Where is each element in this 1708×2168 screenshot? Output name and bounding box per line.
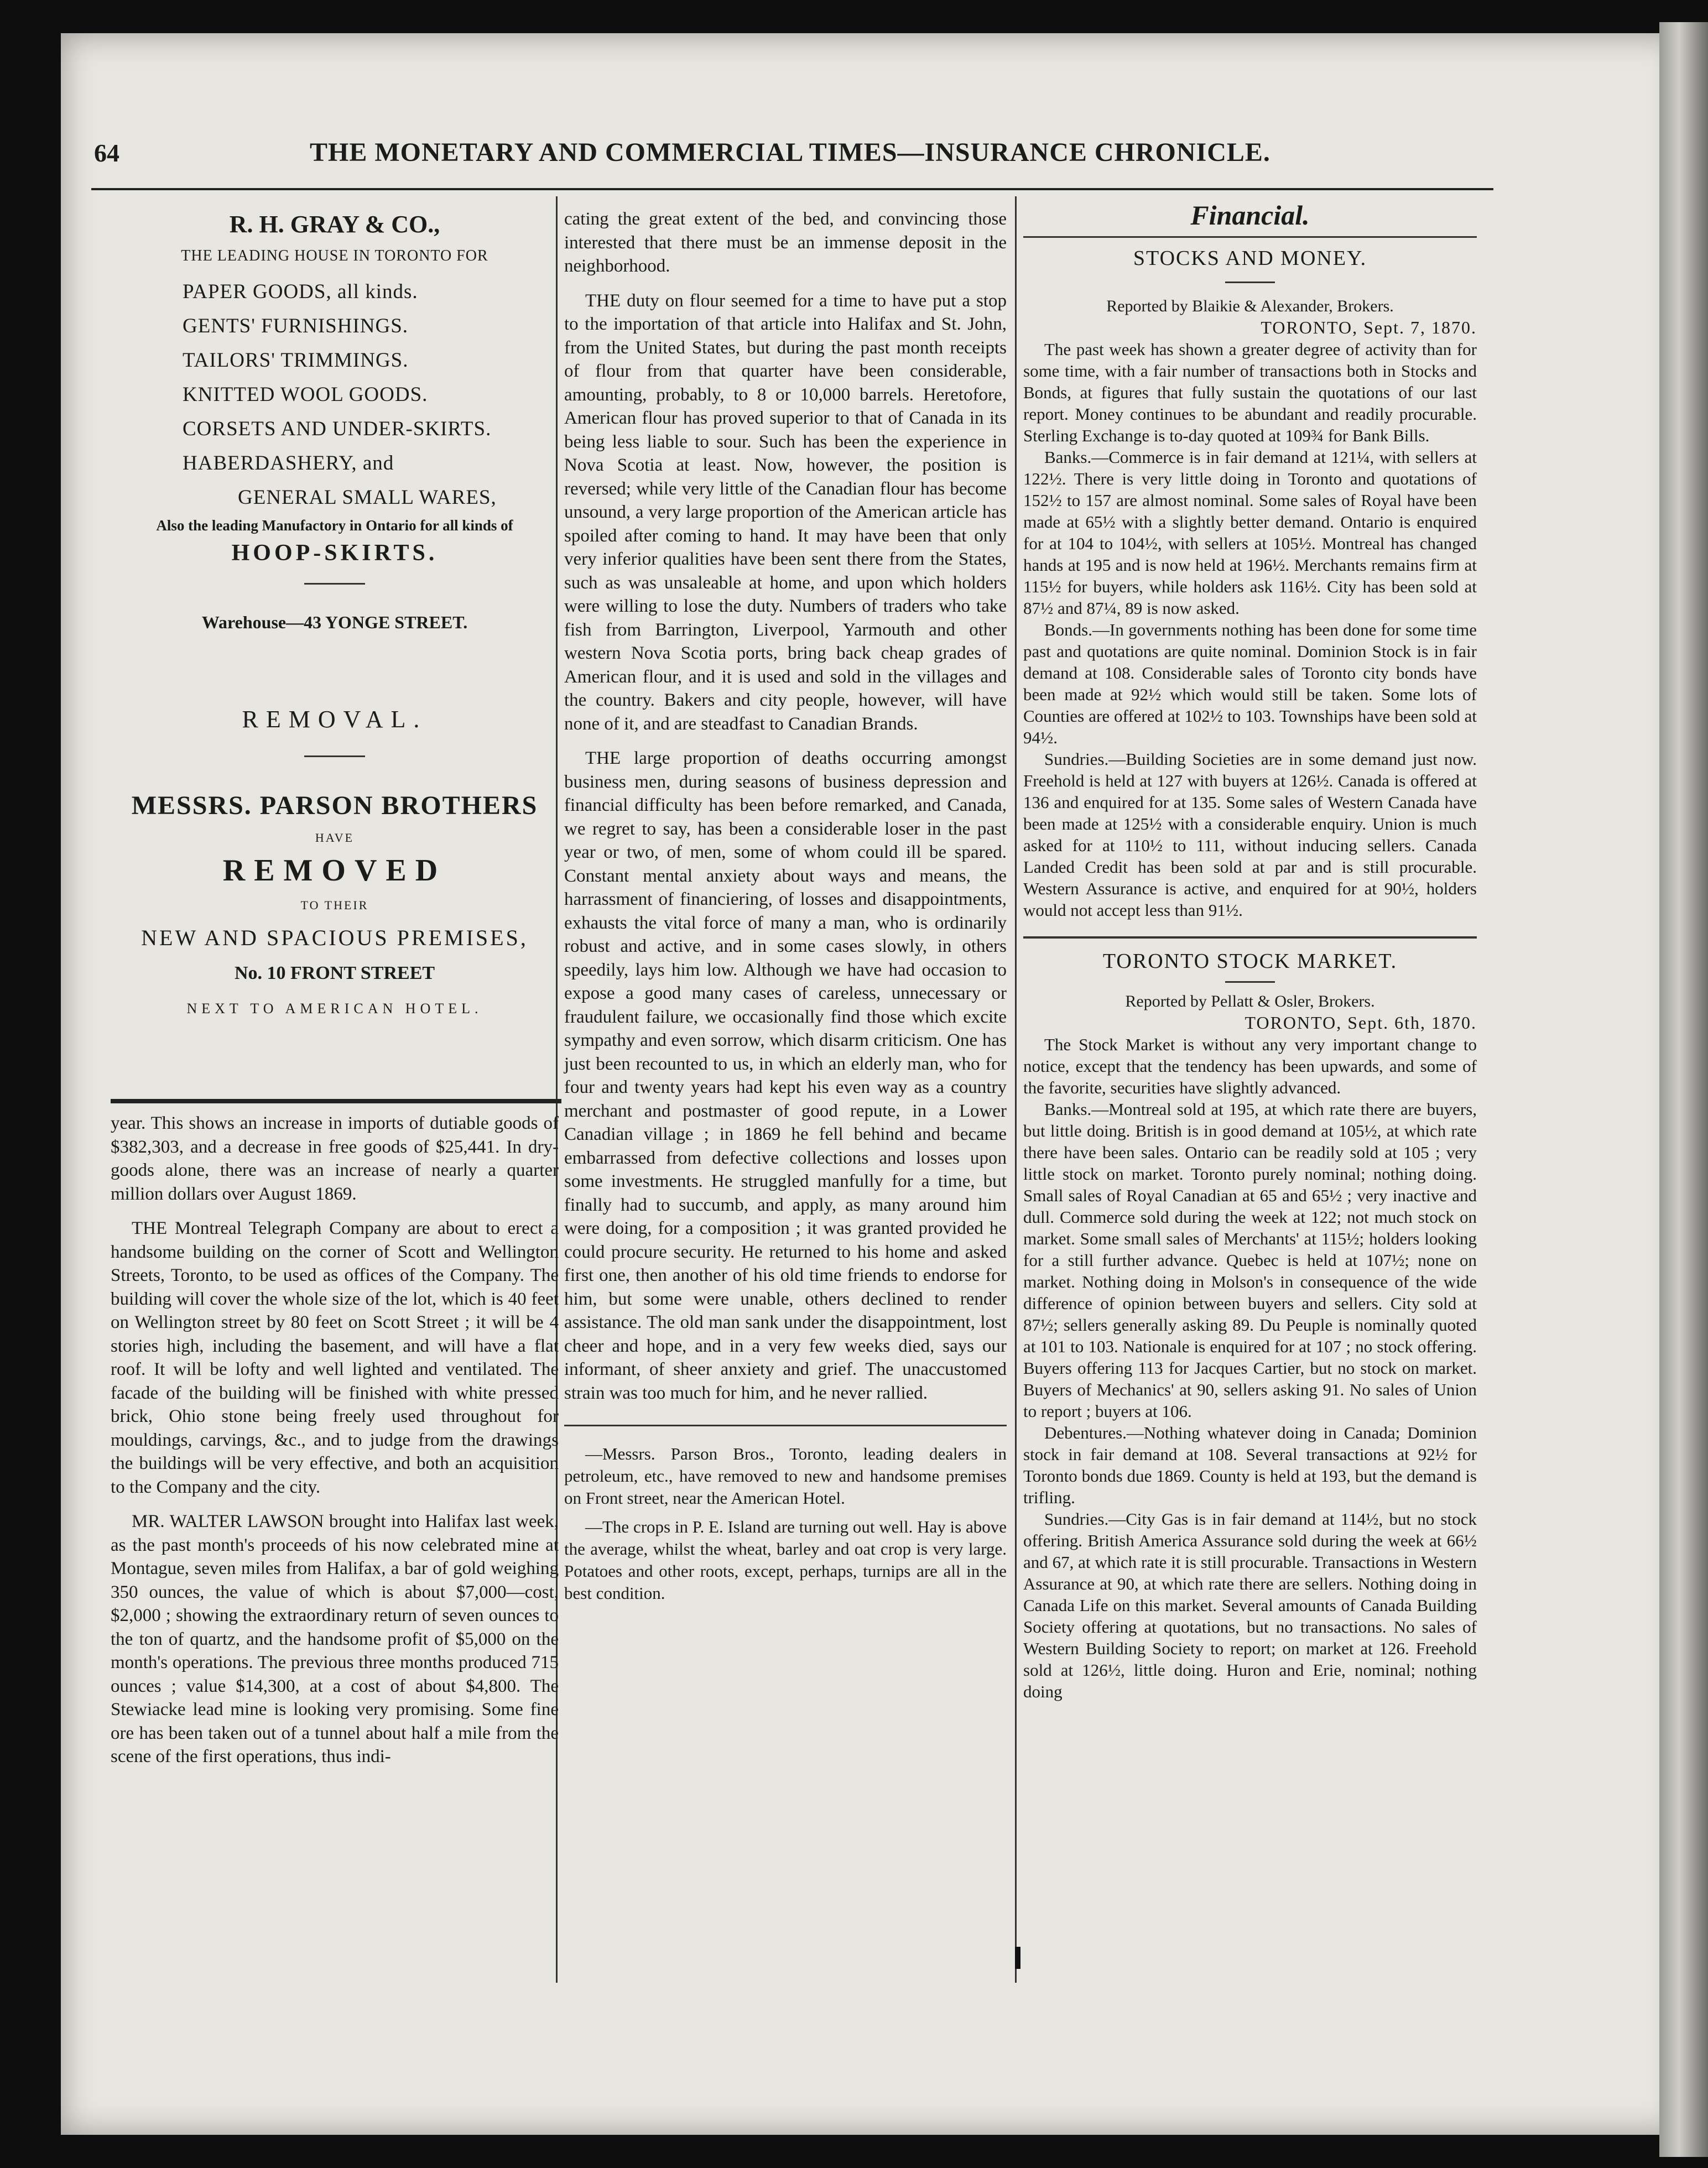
ad-gray-item: KNITTED WOOL GOODS. bbox=[183, 383, 428, 406]
paragraph: cating the great extent of the bed, and convincing those interested that there must be an immense deposit in the neighborhood. bbox=[564, 209, 1007, 276]
column-1-text bbox=[111, 1112, 559, 1769]
news-note: —The crops in P. E. Island are turning out well. Hay is above the average, whilst the wheat, barley and oat crop is very large. Potatoes and other roots, except, perhaps, turnips are all in the best condition. bbox=[564, 1517, 1007, 1603]
page-edge bbox=[1659, 22, 1708, 2157]
financial-heading: Financial. bbox=[1190, 200, 1310, 231]
stock-market-byline: Reported by Pellatt & Osler, Brokers. bbox=[1125, 992, 1375, 1010]
ad-gray-item: HABERDASHERY, and bbox=[183, 452, 394, 475]
ad-gray-item: CORSETS AND UNDER-SKIRTS. bbox=[183, 418, 492, 440]
ad-parson-brothers bbox=[105, 694, 564, 1017]
paragraph: Banks.—Commerce is in fair demand at 121¼, with sellers at 122½. There is very little doing in Toronto and quotations of 152½ to 157 are almost nominal. Some sales of Royal have been made at 65½ with a slightly better demand. Ontario is enquired for at 104 to 104½, with sellers at 105½. Montreal has changed hands at 195 and is now held at 196½. Merchants remains firm at 115½ for buyers, while holders ask 116½. City has been sold at 87½ and 87¼, 89 is now asked. bbox=[1023, 447, 1477, 618]
ad-premises: NEW AND SPACIOUS PREMISES, bbox=[141, 925, 528, 950]
paragraph: THE Montreal Telegraph Company are about to erect a handsome building on the corner of Scott and Wellington Streets, Toronto, to be used as offices of the Company. The building will cover the whole size of the lot, which is 40 feet on Wellington street by 80 feet on Scott Street ; it will be 4 stories high, including the basement, and will have a flat roof. It will be lofty and well lighted and ventilated. The facade of the building will be finished with white pressed brick, Ohio stone being freely used throughout for mouldings, carvings, &c., and to judge from the drawings the buildings will be very effective, and both an acquisition to the Company and the city. bbox=[111, 1218, 559, 1497]
news-notes bbox=[564, 1443, 1007, 1604]
header-rule bbox=[91, 188, 1493, 190]
ad-to-their: TO THEIR bbox=[300, 898, 369, 912]
ad-gray-item: PAPER GOODS, all kinds. bbox=[183, 280, 418, 303]
financial-column bbox=[1023, 200, 1477, 1702]
divider bbox=[304, 583, 365, 585]
masthead: THE MONETARY AND COMMERCIAL TIMES—INSURANCE CHRONICLE. bbox=[310, 138, 1270, 167]
ad-gray-item: GENERAL SMALL WARES, bbox=[238, 486, 497, 509]
stocks-money-title: STOCKS AND MONEY. bbox=[1133, 247, 1367, 270]
paragraph: Debentures.—Nothing whatever doing in Canada; Dominion stock in fair demand at 108. Several transactions at 92½ for Toronto bonds due 1869. County is held at 193, but the demand is trifling. bbox=[1023, 1423, 1477, 1507]
paragraph: The Stock Market is without any very important change to notice, except that the tendency has been upwards, and some of the favorite, securities have slightly advanced. bbox=[1023, 1035, 1477, 1097]
divider bbox=[304, 755, 365, 757]
paragraph: THE duty on flour seemed for a time to have put a stop to the importation of that article into Halifax and St. John, from the United States, but during the past month receipts of flour from that quarter have been considerable, amounting, probably, to 8 or 10,000 barrels. Heretofore, American flour has proved superior to that of Canada in its being less liable to sour. Such has been the experience in Nova Scotia at least. Now, however, the position is reversed; while very little of the Canadian flour has become unsound, a very large proportion of the American article has spoiled after coming to hand. It may have been that only very inferior qualities have been sent there from the States, such as was unsaleable at home, and upon which holders were willing to lose the duty. Numbers of traders who take fish from Barrington, Liverpool, Yarmouth and other western Nova Scotia ports, bring back cheap grades of American flour, and it is used and sold in the villages and the country. Bakers and city people, however, will have none of it, and are steadfast to Canadian Brands. bbox=[564, 290, 1007, 734]
page-number: 64 bbox=[94, 139, 119, 167]
divider bbox=[1023, 936, 1477, 939]
ad-street: No. 10 FRONT STREET bbox=[234, 963, 435, 983]
divider bbox=[1225, 282, 1275, 283]
ink-mark bbox=[1015, 1947, 1020, 1969]
ad-gray-item: TAILORS' TRIMMINGS. bbox=[183, 349, 409, 372]
paragraph: THE large proportion of deaths occurring amongst business men, during seasons of business depression and financial difficulty has been before remarked, and Canada, we regret to say, has been a considerable loser in the past year or two, of men, some of whom could ill be spared. Constant mental anxiety about ways and means, the harrassment of financiering, of losses and disappointments, exhausts the vital force of many a man, who is ordinarily robust and active, and in some cases slowly, in others speedily, lays him low. Although we have had occasion to expose a good many cases of careless, unnecessary or fraudulent failure, we occasionally find those which excite sympathy and even sorrow, which disarm criticism. One has just been recounted to us, in which an elderly man, who for four and twenty years had kept his even way as a country merchant and postmaster of good repute, in a Lower Canadian village ; in 1869 he fell behind and became embarrassed from defective collections and losses upon some investments. He struggled manfully for a time, but finally had to succumb, and apply, as many around him were doing, for a composition ; it was granted provided he could procure security. He returned to his home and asked first one, then another of his old time friends to endorse for him, but some were unable, others declined to render assistance. The old man sank under the disappointment, lost cheer and hope, and in a very few weeks died, says our informant, of sheer anxiety and grief. The unaccustomed strain was too much for him, and he never rallied. bbox=[564, 748, 1007, 1403]
ad-gray-item: GENTS' FURNISHINGS. bbox=[183, 315, 409, 337]
ad-have: HAVE bbox=[315, 831, 355, 845]
ad-bottom-rule bbox=[111, 1099, 561, 1103]
ad-removed: REMOVED bbox=[222, 853, 447, 888]
news-note: —Messrs. Parson Bros., Toronto, leading dealers in petroleum, etc., have removed to new and handsome premises on Front street, near the American Hotel. bbox=[564, 1444, 1007, 1508]
ad-gray-warehouse: Warehouse—43 YONGE STREET. bbox=[201, 612, 468, 632]
ad-gray-items bbox=[105, 275, 564, 515]
ad-gray-hoop: HOOP-SKIRTS. bbox=[231, 540, 438, 566]
column-2-text bbox=[564, 207, 1007, 1611]
ad-next-hotel: NEXT TO AMERICAN HOTEL. bbox=[186, 1000, 483, 1017]
ad-removal-title: REMOVAL. bbox=[242, 706, 428, 733]
paragraph: The past week has shown a greater degree of activity than for some time, with a fair number of transactions both in Stocks and Bonds, at figures that fully sustain the quotations of our last report. Money continues to be abundant and readily procurable. Sterling Exchange is to-day quoted at 109¾ for Bank Bills. bbox=[1023, 340, 1477, 445]
stocks-money-date: TORONTO, Sept. 7, 1870. bbox=[1261, 317, 1477, 337]
paragraph: year. This shows an increase in imports of dutiable goods of $382,303, and a decrease in free goods of $25,441. In dry-goods alone, there was an increase of nearly a quarter million dollars over August 1869. bbox=[111, 1113, 559, 1204]
paragraph: Banks.—Montreal sold at 195, at which rate there are buyers, but little doing. British is in good demand at 105½, at which rate there have been sales. Ontario can be readily sold at 105 ; very little stock on market. Toronto purely nominal; nothing doing. Small sales of Royal Canadian at 65 and 65½ ; very inactive and dull. Commerce sold during the week at 122; not much stock on market. Some small sales of Merchants' at 115½; holders looking for a still further advance. Quebec is held at 107½; none on market. Nothing doing in Molson's in consequence of the wide difference of opinion between buyers and sellers. City sold at 87½; sellers generally asking 89. Du Peuple is nominally quoted at 101 to 103. Nationale is enquired for at 107 ; no stock offering. Buyers offering 113 for Jacques Cartier, but no stock on market. Buyers of Mechanics' at 90, sellers asking 91. No sales of Union to report ; buyers at 106. bbox=[1023, 1099, 1477, 1421]
paragraph: Sundries.—City Gas is in fair demand at 114½, but no stock offering. British America Assurance sold during the week at 66½ and 67, at which rate it is still procurable. Transactions in Western Assurance at 90, at which rate there are sellers. Nothing doing in Canada Life on this market. Several amounts of Canada Building Society offering at quotations, but no transactions. No sales of Western Building Society to report; on market at 126. Freehold sold at 126½, little doing. Huron and Erie, nominal; nothing doing bbox=[1023, 1509, 1477, 1701]
stocks-money-byline: Reported by Blaikie & Alexander, Brokers. bbox=[1106, 297, 1394, 315]
stock-market-title: TORONTO STOCK MARKET. bbox=[1102, 950, 1398, 973]
divider bbox=[1225, 981, 1275, 983]
divider bbox=[564, 1425, 1007, 1426]
ad-rh-gray bbox=[105, 205, 564, 633]
ad-gray-lead: THE LEADING HOUSE IN TORONTO FOR bbox=[181, 247, 488, 264]
paragraph: MR. WALTER LAWSON brought into Halifax last week, as the past month's proceeds of his now celebrated mine at Montague, seven miles from Halifax, a bar of gold weighing 350 ounces, the value of which is about $7,000—cost, $2,000 ; showing the extraordinary return of seven ounces to the ton of quartz, and the handsome profit of $5,000 on the month's operations. The previous three months produced 715 ounces ; value $14,300, at a cost of about $4,800. The Stewiacke lead mine is looking very promising. Some fine ore has been taken out of a tunnel about half a mile from the scene of the first operations, thus indi- bbox=[111, 1512, 559, 1766]
column-rule-2 bbox=[1015, 196, 1017, 1983]
ad-gray-note: Also the leading Manufactory in Ontario for all kinds of bbox=[156, 517, 513, 534]
stock-market-date: TORONTO, Sept. 6th, 1870. bbox=[1244, 1013, 1477, 1033]
paragraph: Bonds.—In governments nothing has been done for some time past and quotations are quite nominal. Dominion Stock is in fair demand at 108. Considerable sales of Toronto city bonds have been made at 92½ which would still be taken. Some lots of Counties are offered at 102½ to 103. Townships have been sold at 94½. bbox=[1023, 620, 1477, 747]
paragraph: Sundries.—Building Societies are in some demand just now. Freehold is held at 127 with buyers at 126½. Canada is offered at 136 and enquired for at 135. Some sales of Western Canada have been made at 125½ with a considerable enquiry. Union is much asked for at 110½ to 111, without inducing sellers. Canada Landed Credit has been sold at par and is still procurable. Western Assurance is active, and enquired for at 90½, holders would not accept less than 91½. bbox=[1023, 749, 1477, 920]
divider bbox=[1023, 236, 1477, 238]
ad-gray-name: R. H. GRAY & CO., bbox=[229, 211, 440, 238]
ad-messrs: MESSRS. PARSON BROTHERS bbox=[131, 791, 538, 820]
